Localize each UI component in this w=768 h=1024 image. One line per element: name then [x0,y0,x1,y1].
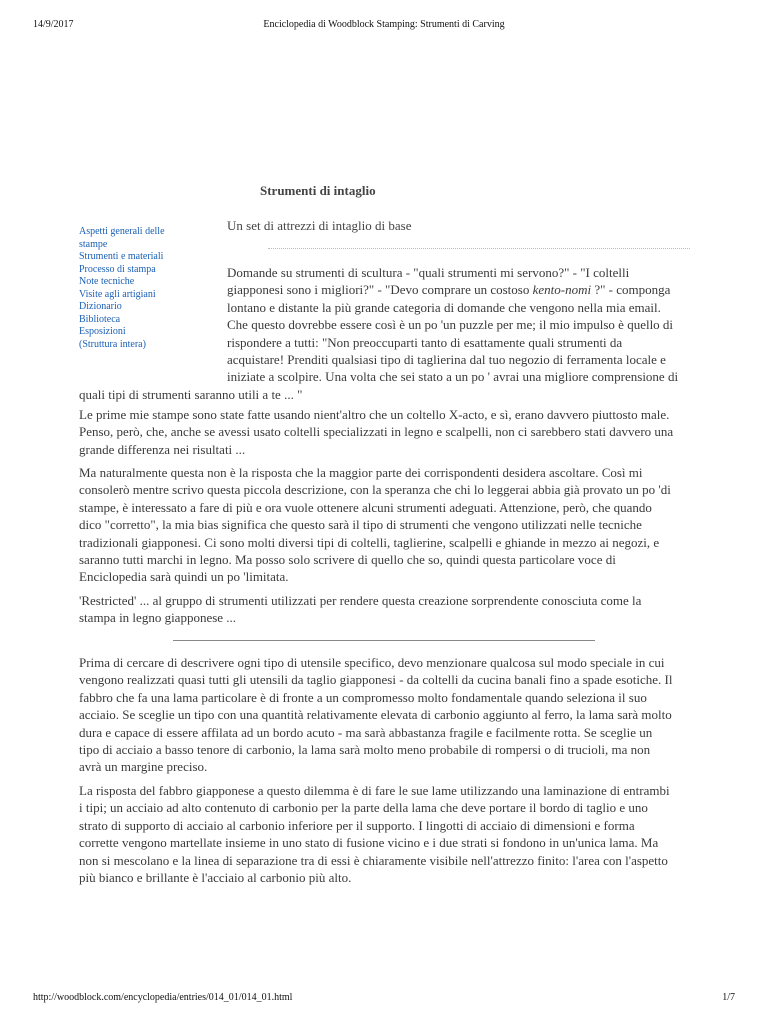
sidebar-item-biblioteca[interactable]: Biblioteca [79,313,121,325]
text-line: rispondere a tutti: "Non preoccuparti tanto di esattamente quali strumenti da [227,334,623,350]
text-line: dico "corretto", la mia bias significa che questo sarà il tipo di strumenti che vengono utilizzati nelle tecniche [79,517,642,533]
text-line: lontano e distante la più grande categoria di domande che vengono nella mia email. [227,299,661,315]
text-line: strato di supporto di acciaio al carbonio inferiore per il supporto. I lingotti di acciaio di dimensioni e forma [79,817,635,833]
text-line: Penso, però, che, anche se avessi usato coltelli specializzati in legno e scalpelli, non ci sarebbero stati davvero una [79,424,674,440]
text-line: tipo di acciaio a basso tenore di carbonio, la lama sarà molto meno probabile di rompersi o di trucioli, ma non [79,742,651,758]
text-line: 'Restricted' ... al gruppo di strumenti utilizzati per rendere questa creazione sorprendente conosciuta come la [79,593,642,608]
sidebar-item-visite-artigiani[interactable]: Visite agli artigiani [79,288,156,300]
text-line: giapponesi sono i migliori?" - "Devo comprare un costoso kento-nomi ?" - componga [227,282,671,298]
text-line: Enciclopedia sarà quindi un po 'limitata. [79,569,289,585]
image-caption: Un set di attrezzi di intaglio di base [227,218,412,233]
paragraph [79,406,699,458]
sidebar-nav [79,226,189,351]
header-date: 14/9/2017 [33,19,74,30]
text-line: Che questo dovrebbe essere così è un po 'un puzzle per me; il mio impulso è quello di [227,317,674,333]
text-line: La risposta del fabbro giapponese a questo dilemma è di fare le sue lame utilizzando una laminazione di entrambi [79,783,670,798]
text-line: avrà un margine preciso. [79,759,208,775]
sidebar-item-esposizioni[interactable]: Esposizioni [79,326,126,337]
footer-url: http://woodblock.com/encyclopedia/entries/014_01/014_01.html [33,992,293,1003]
text-line: Le prime mie stampe sono state fatte usando nient'altro che un coltello X-acto, e sì, erano davvero piuttosto male. [79,407,670,422]
footer-page-number: 1/7 [722,992,735,1003]
text-line: più bianco e brillante è l'acciaio al carbonio più alto. [79,870,352,886]
text-line: stampe, è interessato a fare di più e ora vuole ottenere alcuni strumenti adeguati. Attenzione, però, che quando [79,499,652,515]
text-line: stampa in legno giapponese ... [79,610,237,626]
sidebar-item-aspetti-generali[interactable]: Aspetti generali delle stampe [79,226,165,250]
paragraph [79,654,699,776]
text-line: acquistare! Prenditi qualsiasi tipo di taglierina dal tuo negozio di ferramenta locale e [227,352,666,368]
text-line: iniziate a scolpire. Una volta che sei stato a un po ' avrai una migliore comprensione di [227,369,679,385]
text-line: dura e capace di essere affilata ad un bordo acuto - ma sarà abbastanza fragile e facilmente rotta. Se sceglie un [79,724,653,740]
paragraph [79,592,699,627]
text-line: fabbro che fa una lama particolare è di fronte a un compromesso molto fondamentale quando seleziona il suo [79,689,647,705]
page-title: Strumenti di intaglio [260,183,376,198]
sidebar-item-processo-stampa[interactable]: Processo di stampa [79,263,156,275]
text-line: vengono realizzati quasi tutti gli utensili da taglio giapponesi - da coltelli da cucina banali fino a spade esotiche. Il [79,672,673,688]
sidebar-item-strumenti-materiali[interactable]: Strumenti e materiali [79,251,164,262]
text-line: Ma naturalmente questa non è la risposta che la maggior parte dei corrispondenti desidera ascoltare. Così mi [79,465,643,480]
text-line: non si mescolano e la linea di separazione tra di essi è chiaramente visibile nell'attrezzo finito: l'area con l'aspetto [79,852,668,868]
text-line: corrette vengono martellate insieme in uno stato di fusione vicino e i due strati si fondono in un'unica lama. Ma [79,835,659,851]
sidebar-item-struttura-intera[interactable]: (Struttura intera) [79,338,146,350]
sidebar-item-dizionario[interactable]: Dizionario [79,301,122,312]
paragraph [79,464,699,586]
text-line: Prima di cercare di descrivere ogni tipo di utensile specifico, devo menzionare qualcosa sul modo speciale in cui [79,655,665,670]
text-line: i tipi; un acciaio ad alto contenuto di carbonio per la parte della lama che deve portare il bordo di taglio e uno [79,800,648,816]
text-line: acciaio. Se sceglie un tipo con una quantità relativamente elevata di carbonio aggiunto al ferro, la lama sarà molto [79,707,672,723]
text-line: saranno tutti marchi in legno. Ma posso solo scrivere di quello che so, quindi questa particolare voce di [79,552,616,568]
text-line: quali tipi di strumenti saranno utili a te ... " [79,386,303,402]
dotted-divider [268,248,690,249]
text-line: grande differenza nei risultati ... [79,441,246,457]
term-kento-nomi: kento-nomi [532,282,592,298]
text-line: tradizionali giapponesi. Ci sono molti diversi tipi di coltelli, taglierine, scalpelli e ghiande in mezzo ai negozi, e [79,534,660,550]
header-title: Enciclopedia di Woodblock Stamping: Strumenti di Carving [263,19,505,30]
paragraph [79,782,699,886]
section-divider [173,640,595,641]
text-line: consolerò mentre scrivo questa piccola descrizione, con la speranza che chi lo leggerai abbia già provato un po 'di [79,482,671,498]
sidebar-item-note-tecniche[interactable]: Note tecniche [79,276,135,287]
text-line: Domande su strumenti di scultura - "quali strumenti mi servono?" - "I coltelli [227,265,630,280]
